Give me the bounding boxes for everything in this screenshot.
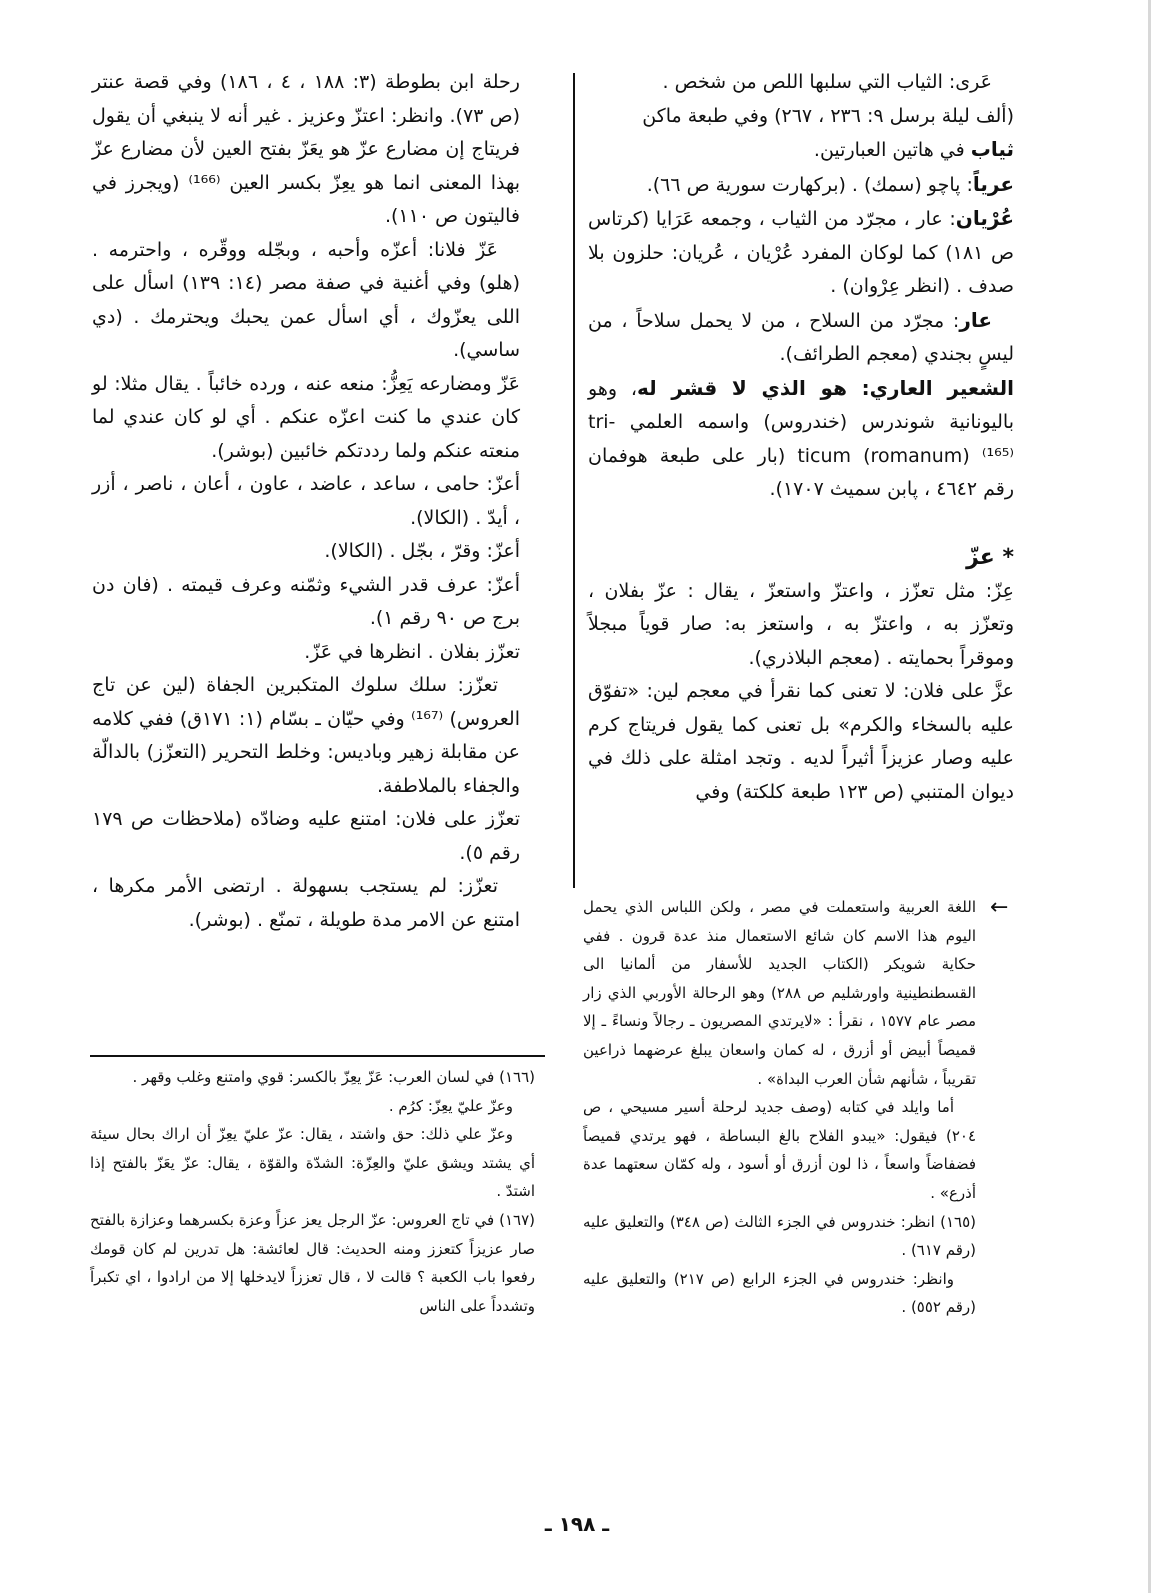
entry-term: عار: [959, 307, 992, 332]
entry-text: عزَّ على فلان: لا تعنى كما نقرأ في معجم لين: «تفوّق عليه بالسخاء والكرم» بل تعنى كما يقول فريتاج كرم عليه وصار عزيزاً أثيراً لديه . وتجد امثلة على ذلك في ديوان المتنبي (ص ١٢٣ طبعة كلكتة) وفي: [588, 680, 1014, 803]
entry-text: ، وهو باليونانية شوندرس (خندروس) واسمه العلمي -tri ticum (romanum) ⁽¹⁶⁵⁾ (بار على طبعة هوفمان رقم ٤٦٤٢ ، پابن سميث ١٧٠٧).: [588, 377, 1014, 500]
left-footnote-3: [90, 1206, 535, 1320]
entry-term: عرياً: [972, 171, 1014, 196]
right-footnote-0: [583, 893, 976, 1093]
right-entry-2: [588, 133, 1014, 168]
left-entry-0: [92, 66, 520, 234]
right-entry-5: [588, 304, 1014, 372]
right-footnotes: [583, 893, 976, 1322]
entry-text: وعزّ علي ذلك: حق واشتد ، يقال: عزّ عليّ يعِزّ أن اراك بحال سيئة أي يشتد ويشق عليّ والعِزّة: الشدّة والقوّة ، يقال: عزّ يعَزّ بالفتح إذا اشتدّ .: [90, 1125, 535, 1201]
left-entry-5: [92, 569, 520, 636]
left-entry-9: [92, 870, 520, 937]
left-entry-2: [92, 368, 520, 469]
entry-term: ثياب: [970, 137, 1014, 161]
entry-text: أعزّ: عرف قدر الشيء وثمّنه وعرف قيمته . (فان دن برج ص ٩٠ رقم ١).: [92, 573, 520, 629]
entry-text: : مجرّد من السلاح ، من لا يحمل سلاحاً ، من ليسٍ بجندي (معجم الطرائف).: [588, 309, 1014, 365]
left-column: [92, 66, 520, 937]
left-entry-7: [92, 669, 520, 803]
left-entry-8: [92, 803, 520, 870]
left-entry-6: [92, 636, 520, 670]
entry-text: في هاتين العبارتين.: [813, 139, 971, 161]
entry-text: أعزّ: حامى ، ساعد ، عاضد ، عاون ، أعان ، ناصر ، أزر ، أيدّ . (الكالا).: [92, 473, 520, 529]
entry-text: (١٦٥) انظر: خندروس في الجزء الثالث (ص ٣٤٨) والتعليق عليه (رقم ٦١٧) .: [583, 1212, 976, 1260]
entry-text: عَزّ ومضارعه يَعِزُّ: منعه عنه ، ورده خائباً . يقال مثلا: لو كان عندي ما كنت اعزّه عنكم . أي لو كان عندي لما منعته عنكم ولما رددتكم خائبين (بوشر).: [92, 372, 520, 462]
entry-text: (١٦٦) في لسان العرب: عَزّ يعِزّ بالكسر: قوي وامتنع وغلب وقهر .: [132, 1068, 535, 1086]
entry-text: عَرى: الثياب التي سلبها اللص من شخص .: [662, 71, 992, 93]
right-footnote-2: [583, 1208, 976, 1265]
left-footnote-1: [90, 1092, 535, 1121]
section-heading: [588, 541, 1014, 575]
right-column-entries: [588, 66, 1014, 507]
continuation-arrow-icon: ←: [990, 895, 1009, 920]
entry-text: وانظر: خندروس في الجزء الرابع (ص ٢١٧) والتعليق عليه (رقم ٥٥٢) .: [583, 1269, 976, 1317]
left-entry-3: [92, 468, 520, 535]
left-footnote-0: [90, 1063, 535, 1092]
right-column: [588, 66, 1014, 809]
entry-text: أعزّ: وقرّ ، بجّل . (الكالا).: [324, 540, 520, 562]
right-entry-3: [588, 168, 1014, 203]
entry-text: تعزّز: لم يستجب بسهولة . ارتضى الأمر مكرها ، امتنع عن الامر مدة طويلة ، تمنّع . (بوشر).: [92, 875, 520, 931]
entry-text: (ألف ليلة برسل ٩: ٢٣٦ ، ٢٦٧) وفي طبعة ماكن: [642, 104, 1014, 127]
entry-text: تعزّز بفلان . انظرها في عَزّ.: [304, 640, 520, 663]
entry-text: عِزّ: مثل تعزّز ، واعتزّ واستعزّ ، يقال : عزّ بفلان ، وتعزّز به ، واعتزّ به ، واستعز به: صار قوياً مبجلاً وموقراً بحمايته . (معجم البلاذري).: [588, 579, 1014, 669]
page-number: ـ ١٩٨ ـ: [544, 1512, 610, 1536]
right-section-entry-1: [588, 675, 1014, 809]
right-column-section-entries: [588, 575, 1014, 810]
column-divider: [573, 73, 575, 888]
footnote-separator: [90, 1055, 545, 1057]
entry-text: : پاچو (سمك) . (بركهارت سورية ص ٦٦).: [646, 173, 973, 196]
left-footnotes: [90, 1063, 535, 1320]
right-entry-1: [588, 100, 1014, 134]
entry-term: عُرْيان: [955, 206, 1014, 230]
entry-text: تعزّز: سلك سلوك المتكبرين الجفاة (لين عن تاج العروس) ⁽¹⁶⁷⁾ وفي حيّان ـ بسّام (١: ١٧١ق) ففي كلامه عن مقابلة زهير وباديس: وخلط التحرير (التعزّز) بالدالّة والجفاء بالملاطفة.: [92, 674, 520, 797]
left-entry-4: [92, 535, 520, 569]
scan-edge: [1148, 0, 1151, 1593]
entry-text: (١٦٧) في تاج العروس: عزّ الرجل يعز عزاً وعزة بكسرهما وعزازة بالفتح صار عزيزاً كتعزز ومنه الحديث: قال لعائشة: هل تدرين لم كان قومك رفعوا باب الكعبة ؟ قالت لا ، قال تعززاً لايدخلها إلا من ارادوا ، اي تكبراً وتشدداً على الناس: [90, 1210, 535, 1315]
right-footnote-1: [583, 1093, 976, 1207]
entry-text: اللغة العربية واستعملت في مصر ، ولكن اللباس الذي يحمل اليوم هذا الاسم كان شائع الاستعمال منذ عدة قرون . ففي حكاية شويكر (الكتاب الجديد للأسفار من ألمانيا الى القسطنطينية واورشليم ص ٢٨٨) وهو الرحالة الأوربي الذي زار مصر عام ١٥٧٧ ، نقرأ : «لايرتدي المصريون ـ رجالاً ونساءً ـ إلا قميصاً أبيض أو أزرق ، له كمان واسعان يبلغ عرضهما ذراعين تقريباً ، شأنهم شأن العرب البداة» .: [583, 898, 976, 1088]
right-entry-4: [588, 202, 1014, 304]
entry-text: رحلة ابن بطوطة (٣: ١٨٨ ، ٤ ، ١٨٦) وفي قصة عنتر (ص ٧٣). وانظر: اعتزّ وعزيز . غير أنه لا ينبغي أن يقول فريتاج إن مضارع عزّ هو يعَزّ بفتح العين لأن مضارع عزّ بهذا المعنى انما هو يعِزّ بكسر العين ⁽¹⁶⁶⁾ (ويجرز في فاليتون ص ١١٠).: [92, 71, 520, 227]
section-heading-text: * عزّ: [966, 544, 1014, 570]
entry-text: تعزّز على فلان: امتنع عليه وضادّه (ملاحظات ص ١٧٩ رقم ٥).: [92, 808, 520, 864]
left-entry-1: [92, 234, 520, 368]
right-entry-6: [588, 372, 1014, 507]
entry-text: : عار ، مجرّد من الثياب ، وجمعه عَرَايا (كرتاس ص ١٨١) كما لوكان المفرد عُرْيان ، عُريان: حلزون بلا صدف . (انظر عِرْوان) .: [588, 208, 1014, 297]
right-footnote-3: [583, 1265, 976, 1322]
left-footnote-2: [90, 1120, 535, 1206]
right-entry-0: [588, 66, 1014, 100]
entry-text: أما وايلد في كتابه (وصف جديد لرحلة أسير مسيحي ، ص ٢٠٤) فيقول: «يبدو الفلاح بالغ البساطة ، فهو يرتدي قميصاً فضفاضاً واسعاً ، ذا لون أزرق أو أسود ، وله كمّان سعتهما عدة أذرع» .: [583, 1098, 976, 1202]
entry-text: وعزّ عليّ يعِزّ: كرُم .: [388, 1096, 513, 1115]
entry-term: الشعير العاري: هو الذي لا قشر له: [636, 375, 1015, 400]
entry-text: عَزّ فلانا: أعزّه وأحبه ، وبجّله ووقّره ، واحترمه . (هلو) وفي أغنية في صفة مصر (١٤: ١٣٩) اسأل على اللى يعزّوك ، أي اسأل عمن يحبك ويحترمك . (دي ساسي).: [92, 238, 520, 361]
right-section-entry-0: [588, 575, 1014, 676]
